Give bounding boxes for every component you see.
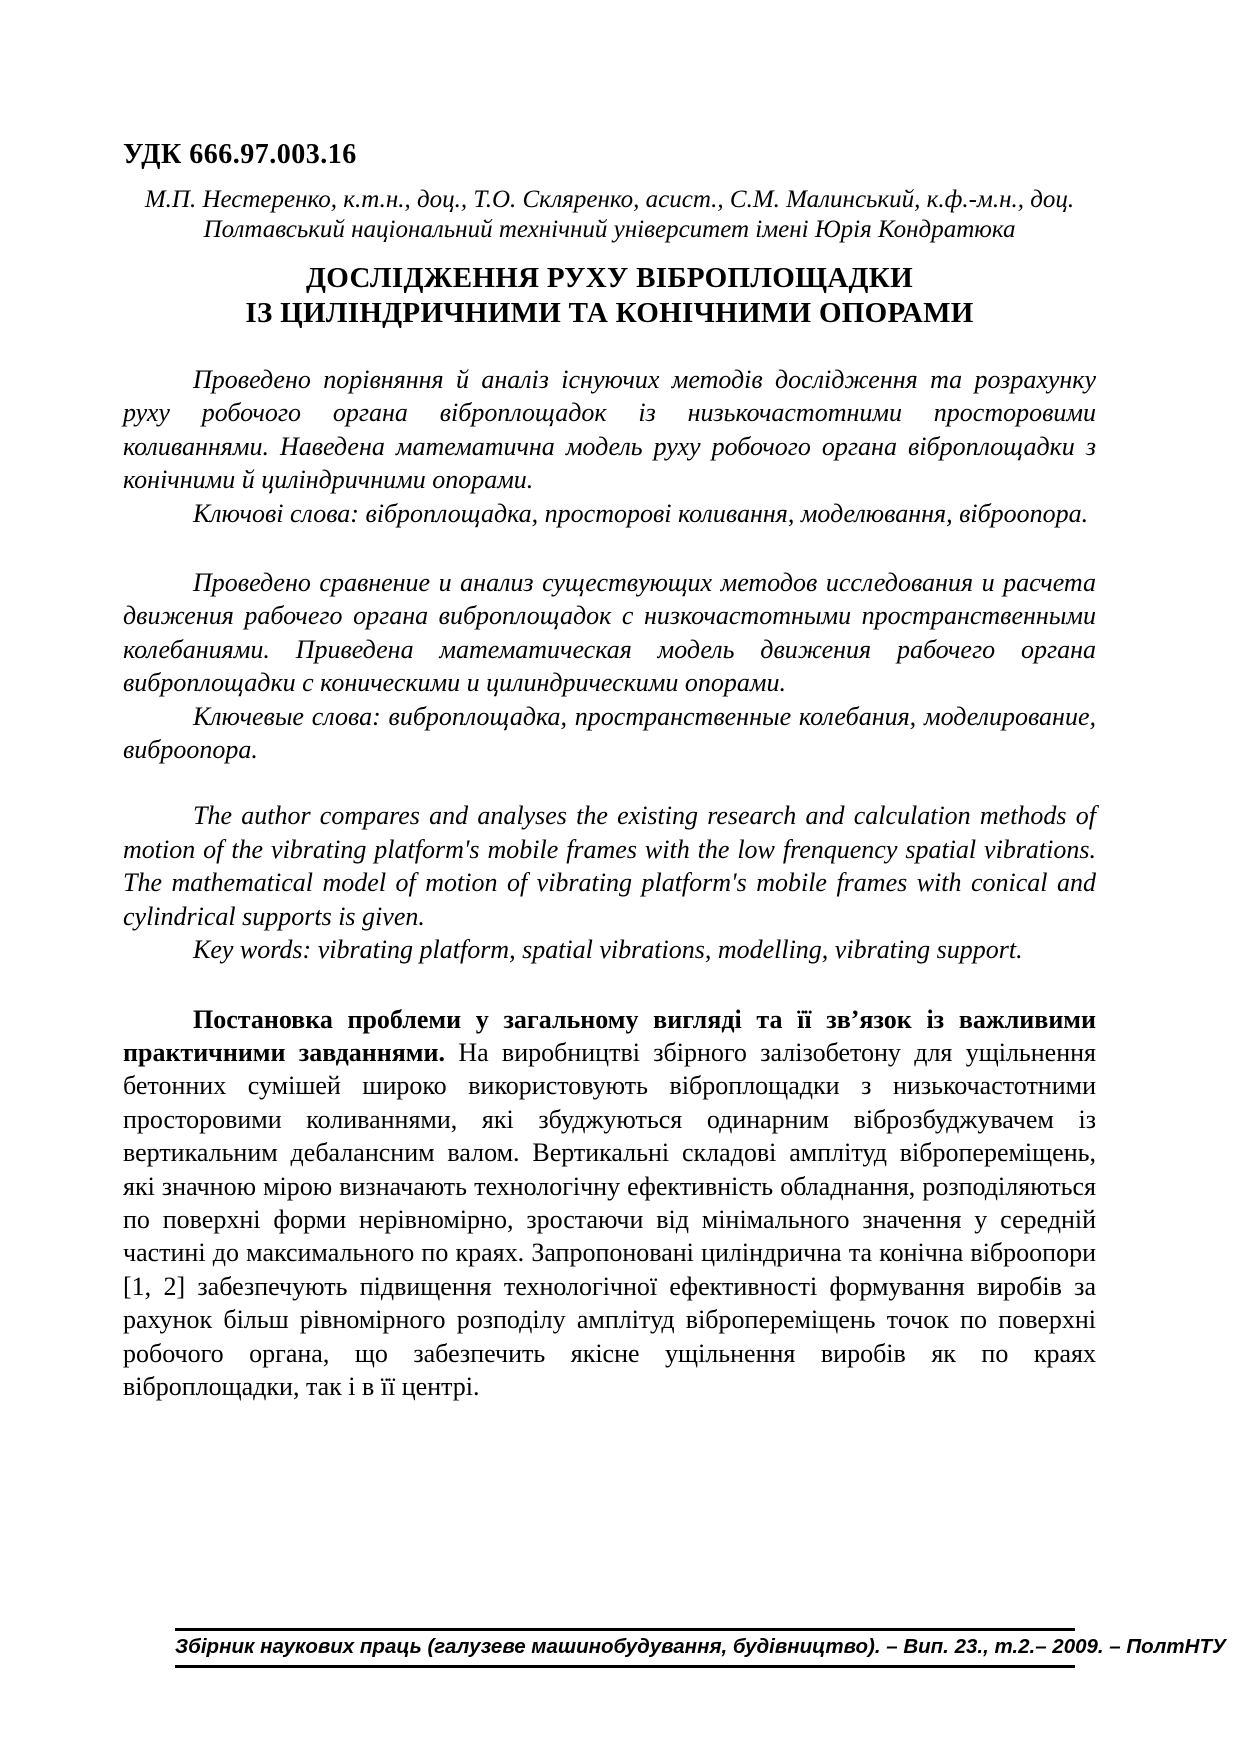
section-heading: Постановка проблеми у загальному вигляді та її зв’язок із важливими практичними завданнями. bbox=[123, 1004, 1096, 1067]
main-paragraph-text: На виробництві збірного залізобетону для ущільнення бетонних сумішей широко використовують віброплощадки з низькочастотними просторовими коливаннями, які збуджуються одинарним віброзбуджувачем із вертикальним дебалансним валом. Вертикальні складові амплітуд вібропереміщень, які значною мірою визначають технологічну ефективність обладнання, розподіляються по поверхні форми нерівномірно, зростаючи від мінімального значення у середній частині до максимального по краях. Запропоновані циліндрична та конічна віброопори [1, 2] забезпечують підвищення технологічної ефективності формування виробів за рахунок більш рівномірного розподілу амплітуд вібропереміщень точок по поверхні робочого органа, що забезпечить якісне ущільнення виробів як по краях віброплощадки, так і в її центрі. bbox=[123, 1037, 1097, 1401]
udc-code: УДК 666.97.003.16 bbox=[123, 139, 357, 170]
abstract-ru-keywords: Ключевые слова: виброплощадка, пространственные колебания, моделирование, виброопора. bbox=[123, 701, 1096, 765]
abstract-en-keywords: Key words: vibrating platform, spatial vibrations, modelling, vibrating support. bbox=[193, 935, 1023, 965]
abstract-uk-keywords: Ключові слова: віброплощадка, просторові коливання, моделювання, віброопора. bbox=[193, 498, 1089, 528]
main-paragraph bbox=[123, 1003, 1096, 1404]
abstract-ru-body: Проведено сравнение и анализ существующих методов исследования и расчета движения рабочего органа виброплощадок с низкочастотными пространственными колебаниями. Приведена математическая модель движения рабочего органа виброплощадки с коническими и цилиндрическими опорами. bbox=[123, 568, 1096, 698]
abstract-uk-body: Проведено порівняння й аналіз існуючих методів дослідження та розрахунку руху робочого органа віброплощадок із низькочастотними просторовими коливаннями. Наведена математична модель руху робочого органа віброплощадки з конічними й циліндричними опорами. bbox=[123, 365, 1096, 495]
paper-title-line1: ДОСЛІДЖЕННЯ РУХУ ВІБРОПЛОЩАДКИ bbox=[306, 262, 913, 294]
page-content bbox=[123, 0, 1096, 1403]
affiliation-line: Полтавський національний технічний університет імені Юрія Кондратюка bbox=[203, 216, 1016, 243]
paper-title-line2: ІЗ ЦИЛІНДРИЧНИМИ ТА КОНІЧНИМИ ОПОРАМИ bbox=[245, 297, 974, 329]
abstract-en-body: The author compares and analyses the existing research and calculation methods of motion of the vibrating platform's mobile frames with the low frenquency spatial vibrations. The mathematical model of motion of vibrating platform's mobile frames with conical and cylindrical supports is given. bbox=[123, 801, 1096, 931]
footer-journal-line: Збірник наукових праць (галузеве машинобудування, будівництво). – Вип. 23., т.2.– 2009. – ПолтНТУ bbox=[175, 1635, 1226, 1658]
page-footer bbox=[175, 1628, 1226, 1668]
paper-title bbox=[123, 261, 1096, 331]
authors-line: М.П. Нестеренко, к.т.н., доц., Т.О. Скляренко, асист., С.М. Малинський, к.ф.-м.н., доц. bbox=[144, 186, 1075, 213]
